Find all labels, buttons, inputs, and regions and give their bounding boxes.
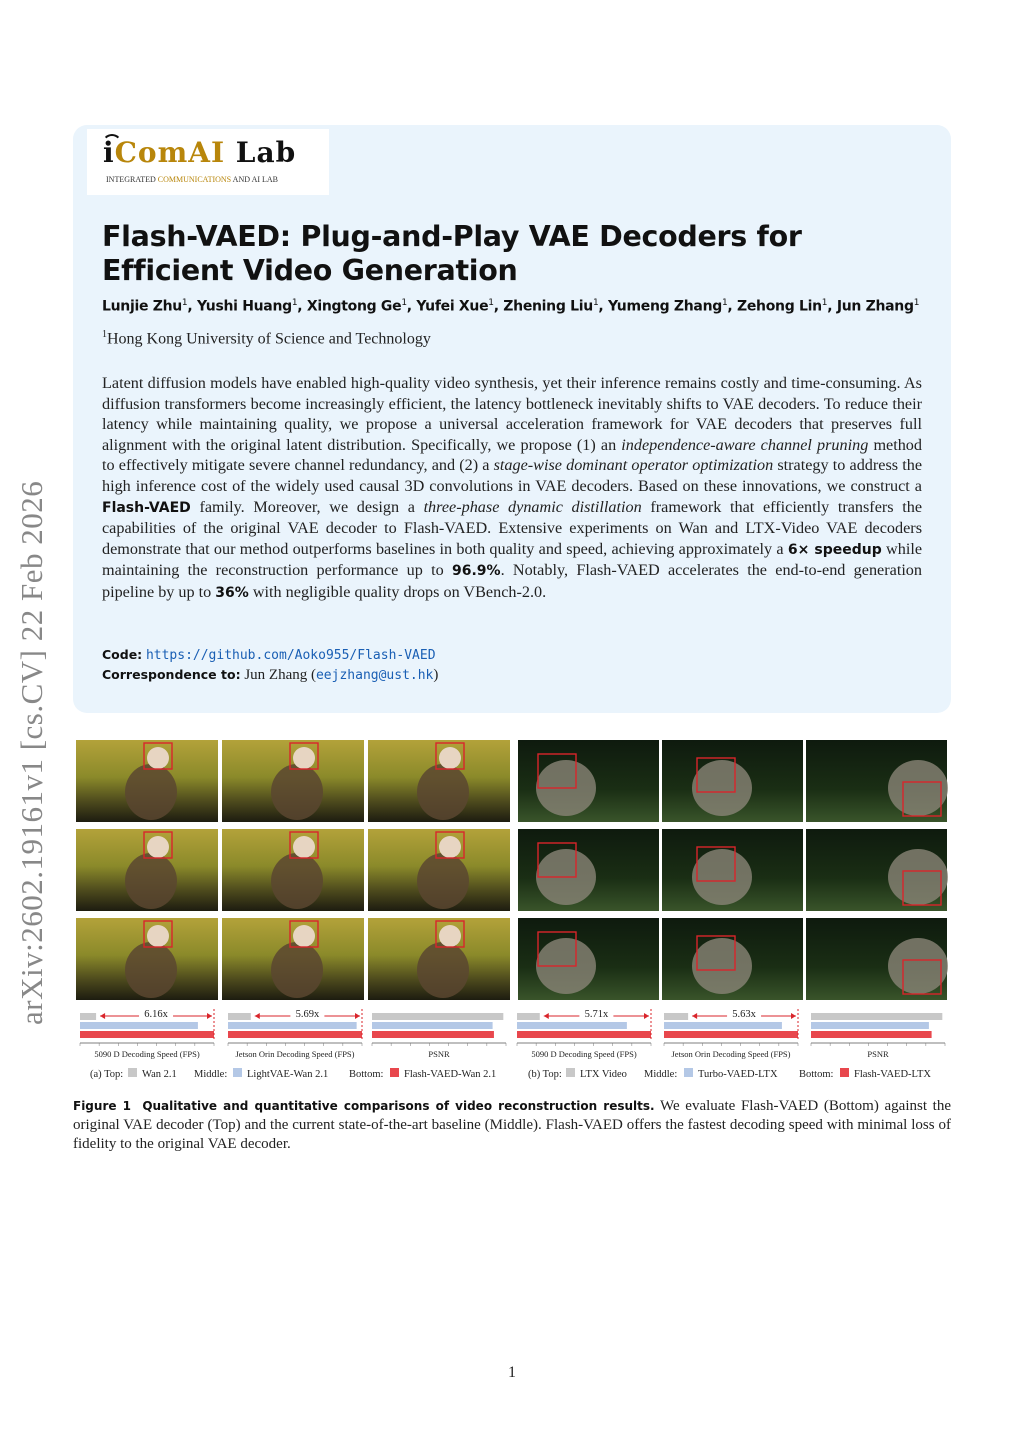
author-name: Zhening Liu [503,298,593,315]
lab-logo-subtitle [106,175,278,184]
cat-body [692,849,752,905]
chart-xlabel: PSNR [428,1049,450,1059]
author-name: Xingtong Ge [306,298,402,315]
cat-face [439,747,461,769]
speedup-arrowhead [355,1013,360,1019]
arxiv-side-stamp: arXiv:2602.19161v1 [cs.CV] 22 Feb 2026 [14,480,49,1025]
cat-face [439,925,461,947]
speedup-label: 5.71x [584,1009,609,1020]
cat-face [147,836,169,858]
cat-body [125,764,177,820]
legend-b-top-swatch [566,1068,575,1077]
paper-title: Flash-VAED: Plug-and-Play VAE Decoders for Efficient Video Generation [102,220,802,287]
legend-b-bottom-swatch [840,1068,849,1077]
abstract-bold: 96.9% [451,563,501,580]
cat-body [888,760,948,816]
correspondence-email[interactable]: eejzhang@ust.hk [315,668,434,683]
speedup-arrowhead [100,1013,105,1019]
affiliation-mark: 1 [102,329,107,340]
chart-bar [80,1022,198,1029]
legend-b-bottom-label: Bottom: [799,1069,834,1080]
legend-b-middle-swatch [684,1068,693,1077]
author-affiliation-mark: 1 [291,298,298,308]
figure-caption [73,1097,951,1154]
code-link[interactable]: https://github.com/Aoko955/Flash-VAED [145,648,436,663]
legend-b-middle: Turbo-VAED-LTX [698,1069,778,1080]
author-name: Yumeng Zhang [607,298,722,315]
chart-bar [811,1022,929,1029]
correspondence-line [102,667,438,684]
figure-1 [76,738,951,1083]
cat-body [417,764,469,820]
cat-face [147,747,169,769]
author-name: Lunjie Zhu [102,298,182,315]
speedup-arrowhead [644,1013,649,1019]
abstract [102,373,922,604]
cat-body [888,938,948,994]
chart-bar [517,1031,651,1038]
chart-xlabel: Jetson Orin Decoding Speed (FPS) [235,1049,355,1059]
author-affiliation-mark: 1 [821,298,828,308]
chart-bar [228,1022,357,1029]
correspondence-close: ) [433,667,439,683]
chart-bar [811,1031,932,1038]
chart-xlabel: 5090 D Decoding Speed (FPS) [94,1049,200,1059]
caption-bold: Qualitative and quantitative comparisons of video reconstruction results. [142,1099,655,1113]
page-number: 1 [508,1364,516,1381]
author-affiliation-mark: 1 [181,298,188,308]
chart-bar [80,1013,96,1020]
logo-sub-highlight: COMMUNICATIONS [157,175,232,184]
author-affiliation-mark: 1 [488,298,494,308]
cat-body [125,853,177,909]
author-name: Yufei Xue [416,298,489,315]
legend-a-bottom-label: Bottom: [349,1069,384,1080]
author-name: Jun Zhang [836,298,914,315]
chart-bar [517,1022,627,1029]
chart-bar [664,1022,782,1029]
chart-xlabel: Jetson Orin Decoding Speed (FPS) [671,1049,791,1059]
logo-lab: Lab [225,136,297,169]
abstract-text: while maintaining the reconstruction performance up to [102,539,923,580]
cat-face [293,747,315,769]
cat-body [692,760,752,816]
legend-a-middle-label: Middle: [194,1069,228,1080]
cat-body [692,938,752,994]
logo-sub-pre: INTEGRATED [106,175,158,184]
lab-logo-text [103,136,296,169]
cat-face [147,925,169,947]
chart-bar [664,1031,798,1038]
chart-bar [228,1013,251,1020]
legend-b-middle-label: Middle: [644,1069,678,1080]
chart-bar [372,1031,494,1038]
legend-a-middle: LightVAE-Wan 2.1 [247,1069,329,1080]
cat-body [271,853,323,909]
speedup-arrowhead [791,1013,796,1019]
speedup-arrowhead [207,1013,212,1019]
caption-text: We evaluate Flash-VAED (Bottom) against the original VAE decoder (Top) and the current state-of-the-art baseline (Middle). Flash-VAED offers the fastest decoding speed with minimal loss of fidelity to the original VAE decoder. [73,1098,951,1152]
chart-bar [517,1013,540,1020]
abstract-text: framework that efficiently transfers the capabilities of the original VAE decoder to Flash-VAED. Extensive experiments on Wan and LTX-Video VAE decoders demonstrate that our method outperforms baselines in both quality and speed, achieving approximately a [102,497,923,558]
logo-i: i [103,136,115,169]
legend-a-middle-swatch [233,1068,242,1077]
cat-body [888,849,948,905]
abstract-italic: stage-wise dominant operator optimization [493,456,774,475]
affiliation-text: Hong Kong University of Science and Technology [107,330,431,348]
caption-label: Figure 1 [73,1099,131,1113]
author-affiliation-mark: 1 [721,298,728,308]
legend-b-bottom: Flash-VAED-LTX [854,1069,932,1080]
legend-a-label: (a) Top: [90,1069,124,1080]
abstract-text: with negligible quality drops on VBench-2.0. [248,582,547,601]
code-line [102,647,436,664]
correspondence-label: Correspondence to: [102,667,241,682]
cat-face [439,836,461,858]
abstract-bold: 6× speedup [787,541,882,558]
abstract-italic: independence-aware channel pruning [621,435,869,454]
cat-body [271,942,323,998]
cat-body [417,853,469,909]
abstract-text: strategy to address the high inference cost of the widely used causal 3D convolutions in VAE decoders. Based on these innovations, we construct a [102,456,923,495]
chart-xlabel: 5090 D Decoding Speed (FPS) [531,1049,637,1059]
legend-b-label: (b) Top: [528,1069,562,1080]
code-label: Code: [102,647,143,662]
correspondence-name: Jun Zhang ( [244,667,316,683]
cat-face [293,925,315,947]
abstract-text: Latent diffusion models have enabled high-quality video synthesis, yet their inference remains costly and time-consuming. As diffusion transformers become increasingly efficient, the latency bottleneck inevitably shifts to VAE decoders. To reduce their latency while maintaining quality, we propose a universal acceleration framework for VAE decoders that preserves full alignment with the original latent distribution. Specifically, we propose (1) an [102,374,922,454]
speedup-arrowhead [255,1013,260,1019]
legend-a-bottom-swatch [390,1068,399,1077]
legend-a-bottom: Flash-VAED-Wan 2.1 [404,1069,497,1080]
author-affiliation-mark: 1 [401,298,407,308]
speedup-label: 6.16x [144,1009,168,1020]
chart-xlabel: PSNR [867,1049,889,1059]
abstract-text: method to effectively mitigate severe channel redundancy, and (2) a [102,435,922,475]
cat-face [293,836,315,858]
speedup-arrowhead [544,1013,549,1019]
cat-body [271,764,323,820]
author-name: Zehong Lin [737,298,822,315]
chart-bar [228,1031,362,1038]
speedup-arrowhead [692,1013,697,1019]
speedup-label: 5.63x [732,1009,756,1020]
chart-bar [372,1013,503,1020]
abstract-text: family. Moreover, we design a [190,497,424,516]
author-affiliation-mark: 1 [913,298,920,308]
logo-sub-post: AND AI LAB [231,175,279,184]
author-list: Lunjie Zhu$^1$, Yushi Huang$^1$, Xingtong Ge$^1$, Yufei Xue$^1$, Zhening Liu$^1$, Yumeng Zhang$^1$, Zehong Lin$^1$, Jun Zhang$^1$ [102,298,920,315]
cat-body [417,942,469,998]
author-affiliation-mark: 1 [592,298,599,308]
abstract-bold: Flash-VAED [102,499,191,516]
abstract-bold: 36% [215,584,249,601]
legend-b-top: LTX Video [580,1069,627,1080]
legend-a-top: Wan 2.1 [142,1069,177,1080]
logo-comai: ComAI [114,136,226,169]
abstract-text: . Notably, Flash-VAED accelerates the end-to-end generation pipeline by up to [102,561,922,601]
abstract-italic: three-phase dynamic distillation [423,497,642,516]
author-name: Yushi Huang [196,298,292,315]
legend-a-top-swatch [128,1068,137,1077]
chart-bar [664,1013,688,1020]
chart-bar [372,1022,493,1029]
cat-body [125,942,177,998]
affiliation [102,329,431,348]
speedup-label: 5.69x [295,1009,320,1020]
chart-bar [811,1013,942,1020]
chart-bar [80,1031,214,1038]
